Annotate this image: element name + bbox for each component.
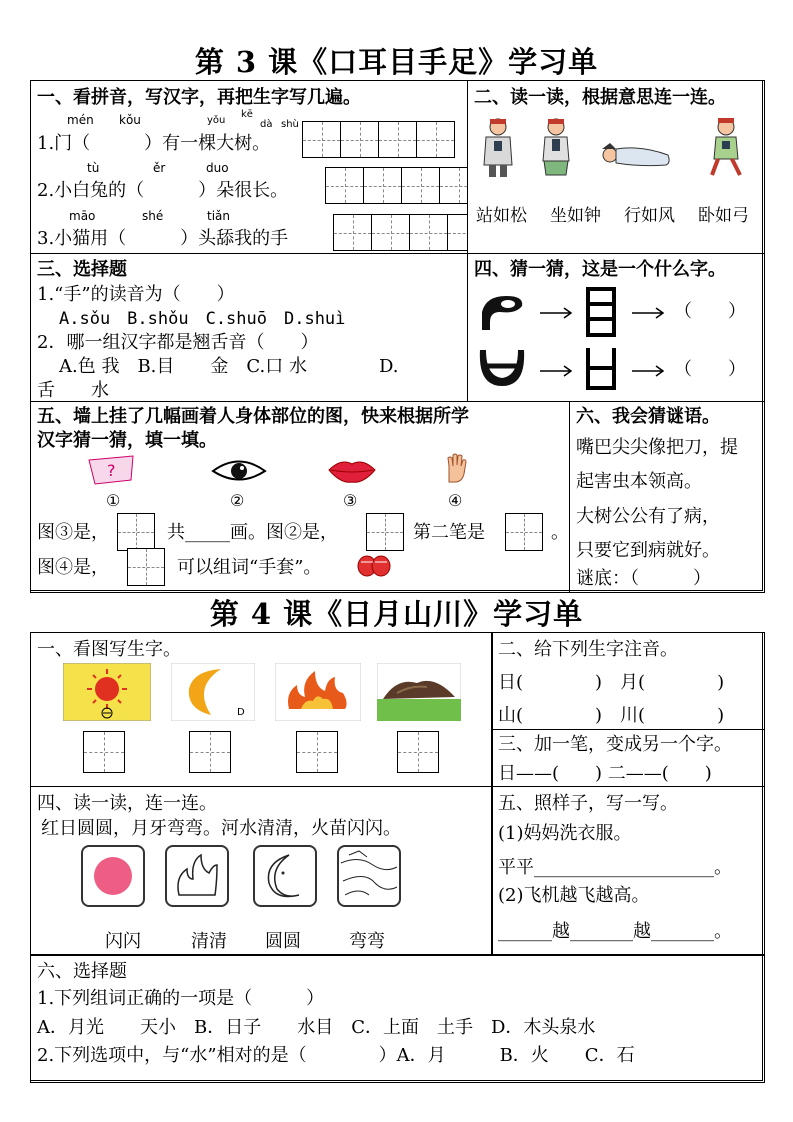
l4-s5-example-2: (2)飞机越飞越高。 [498,885,650,906]
l3-section5 [30,401,570,593]
answer-box-1[interactable] [117,513,155,551]
l4-s5-answer-2[interactable]: ______越_______越_______。 [498,921,732,942]
riddle-answer[interactable]: 谜底：（ ） [576,568,711,589]
l3-section1 [30,80,468,254]
l3-s1-heading: 一、看拼音，写汉字，再把生字写几遍。 [37,87,361,108]
l4-s2-row-1[interactable]: 日( ) 月( ) [498,672,725,693]
l3-s2-label-3: 行如风 [624,206,675,226]
crescent-moon-icon [255,847,315,905]
arrow-icon [538,306,574,320]
l3-section6 [569,401,765,593]
l4-s4-label-4: 弯弯 [349,931,385,952]
riddle-line-4: 只要它到病就好。 [576,540,720,561]
pinyin-kou: kǒu [119,113,141,127]
lesson3-title: 第 3 课《口耳目手足》学习单 [194,45,599,79]
red-dot-frame [81,845,145,907]
pinyin-tu: tù [87,161,100,175]
mouth-picture-icon [327,458,377,484]
lesson3-worksheet [30,80,763,591]
writing-grid-3[interactable] [334,214,468,251]
l4-s5-heading: 五、照样子，写一写。 [498,793,678,814]
l4-s2-row-2[interactable]: 山( ) 川( ) [498,705,725,726]
l4-s6-q1: 1.下列组词正确的一项是（ ） [37,988,325,1009]
l4-s4-sentence: 红日圆圆，月牙弯弯。河水清清，火苗闪闪。 [41,818,401,839]
ancient-mouth-glyph-icon [476,346,528,390]
l3-s2-heading: 二、读一读，根据意思连一连。 [474,87,726,108]
moon-picture-icon [171,663,255,721]
l3-s1-q2: 2.小白兔的（ ）朵很长。 [37,180,289,201]
answer-box-3[interactable] [505,513,543,551]
l3-s5-heading-1: 五、墙上挂了几幅画着人身体部位的图，快来根据所学 [37,406,469,427]
mu-character-icon [584,286,618,338]
mountain-picture-icon [377,663,461,721]
write-box-moon[interactable] [189,731,231,773]
l3-section3 [30,253,468,402]
pinyin-she: shé [142,209,164,223]
ear-picture-icon [85,454,137,488]
arrow-icon [538,364,574,378]
hand-picture-icon [445,452,469,484]
eye-picture-icon [211,458,267,484]
l3-s2-label-1: 站如松 [476,206,527,226]
l3-s1-q1: 1.门（ ）有一棵大树。 [37,133,271,154]
ancient-eye-glyph-icon [476,290,528,334]
pinyin-duo: duo [206,161,229,175]
pinyin-you: yǒu [207,115,226,126]
l4-s4-label-1: 闪闪 [105,931,141,952]
picture-number-3: ③ [343,491,358,510]
l4-s6-heading: 六、选择题 [37,961,127,982]
l4-section6 [30,954,765,1083]
circle-icon [83,847,143,905]
l3-s1-q3: 3.小猫用（ ）头舔我的手 [37,228,289,249]
l3-s5-line2-a: 图④是， [37,557,109,578]
picture-number-2: ② [230,491,245,510]
l3-s5-line1-b: 共_____画。图②是， [167,522,338,543]
riddle-line-1: 嘴巴尖尖像把刀，提 [576,437,738,458]
l4-s2-heading: 二、给下列生字注音。 [498,639,678,660]
l3-s3-q1: 1.“手”的读音为（ ） [37,284,235,305]
pinyin-da: dà [260,119,273,130]
l3-section4 [467,253,765,402]
arrow-icon [630,364,666,378]
l4-s5-answer-1[interactable]: 平平____________________。 [498,857,732,878]
l3-s3-q2: 2．哪一组汉字都是翘舌音（ ） [37,332,319,353]
l4-section3 [491,729,765,787]
lesson4-worksheet [30,632,763,1081]
l3-s3-q1-options: A.sǒu B.shǒu C.shuō D.shuì [59,309,346,329]
l3-s4-blank-1[interactable]: （ ） [674,301,746,322]
lesson4-title: 第 4 课《日月山川》学习单 [209,597,584,631]
l3-s5-line1-a: 图③是， [37,522,109,543]
kou-character-icon [584,344,618,392]
l4-section5 [491,786,765,956]
flame-frame [165,845,229,907]
l4-s1-heading: 一、看图写生字。 [37,639,181,660]
riddle-line-3: 大树公公有了病， [576,506,720,527]
sun-picture-icon [63,663,151,721]
l3-s4-heading: 四、猜一猜，这是一个什么字。 [474,259,726,280]
write-box-sun[interactable] [83,731,125,773]
l4-s4-heading: 四、读一读，连一连。 [37,793,217,814]
l4-s6-q2: 2.下列选项中，与“水”相对的是（ ）A．月 B．火 C．石 [37,1045,635,1066]
picture-number-1: ① [106,491,121,510]
l4-section4 [30,786,493,956]
write-box-fire[interactable] [296,731,338,773]
figure-lying-icon [596,141,676,171]
l3-s3-q2-options: A.色 我 B.目 金 C.口 水 D. [59,356,399,377]
l3-s5-line1-d: 。 [551,522,569,543]
l3-s5-line1-c: 第二笔是 [413,522,485,543]
svg-text:D: D [237,707,245,718]
l4-section1 [30,632,493,787]
figure-sitting-icon [536,117,576,179]
l3-s2-label-4: 卧如弓 [698,206,749,226]
l3-s5-heading-2: 汉字猜一猜，填一填。 [37,430,217,451]
river-icon [339,847,399,905]
svg-text:?: ? [107,461,116,480]
write-box-mountain[interactable] [397,731,439,773]
l3-s3-heading: 三、选择题 [37,259,127,280]
l4-s4-label-3: 圆圆 [265,931,301,952]
answer-box-4[interactable] [127,548,165,586]
l4-s6-q1-options: A．月光 天小 B．日子 水目 C．上面 土手 D．木头泉水 [37,1017,596,1038]
answer-box-2[interactable] [366,513,404,551]
l4-s3-row[interactable]: 日——( ) 二——( ) [498,763,712,784]
pinyin-er: ěr [153,161,166,175]
pinyin-mao: māo [69,209,96,223]
l4-s5-example-1: (1)妈妈洗衣服。 [498,823,632,844]
pinyin-ke: kē [241,109,253,120]
l4-s4-label-2: 清清 [191,931,227,952]
l3-s6-heading: 六、我会猜谜语。 [576,406,720,427]
gloves-icon [357,552,391,578]
writing-grid-2[interactable] [326,167,468,204]
fire-picture-icon [275,663,361,721]
figure-standing-icon [478,117,518,179]
l3-section2 [467,80,765,254]
arrow-icon [630,306,666,320]
pinyin-tian: tiǎn [207,209,230,223]
pinyin-shu: shù [281,119,299,130]
picture-number-4: ④ [448,491,463,510]
crescent-frame [253,845,317,907]
river-frame [337,845,401,907]
pinyin-men: mén [67,113,94,127]
l3-s3-q2-options-cont: 舌 水 [37,380,109,401]
l3-s2-label-2: 坐如钟 [550,206,601,226]
flame-icon [167,847,227,905]
l4-s3-heading: 三、加一笔，变成另一个字。 [498,734,732,755]
figure-walking-icon [706,117,746,179]
writing-grid-1[interactable] [303,121,455,158]
riddle-line-2: 起害虫本领高。 [576,471,702,492]
l3-s4-blank-2[interactable]: （ ） [674,359,746,380]
l4-section2 [491,632,765,730]
l3-s5-line2-b: 可以组词“手套”。 [177,557,322,578]
